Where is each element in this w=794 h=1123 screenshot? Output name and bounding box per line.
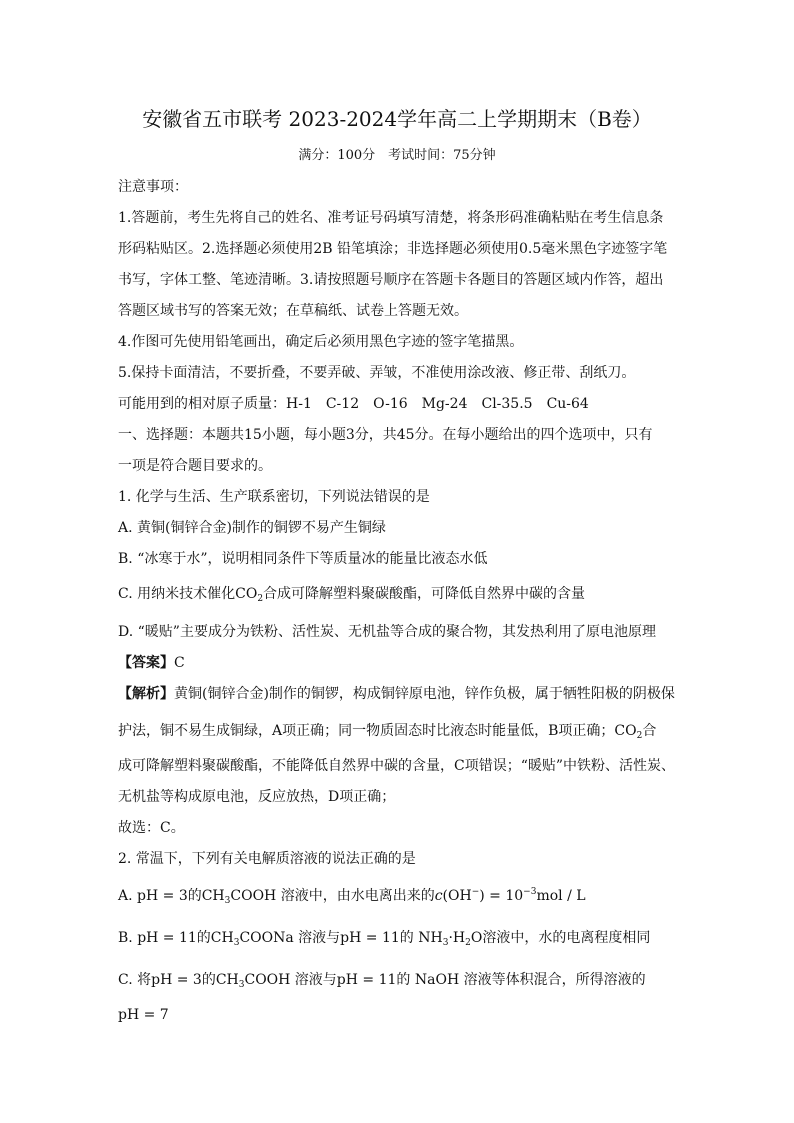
q1-option-c-text: C. 用纳米技术催化CO bbox=[118, 586, 258, 602]
subscript: 3 bbox=[238, 980, 245, 990]
q2-a-text: ) = 10 bbox=[479, 888, 524, 904]
q2-a-text: A. pH = 3的CH bbox=[118, 888, 225, 904]
q1-option-d: D. “暖贴”主要成分为铁粉、活性炭、无机盐等合成的聚合物，其发热利用了原电池原理 bbox=[118, 624, 656, 640]
q2-a-text: (OH bbox=[442, 888, 472, 904]
notes-line: 书写，字体工整、笔迹清晰。3.请按照题号顺序在答题卡各题目的答题区域内作答，超出 bbox=[118, 272, 664, 288]
superscript: − bbox=[471, 887, 480, 897]
answer-label: 【答案】 bbox=[118, 655, 174, 671]
q2-b-text: B. pH = 11的CH bbox=[118, 930, 234, 946]
subscript: 3 bbox=[233, 938, 240, 948]
q1-option-b: B. “冰寒于水”，说明相同条件下等质量冰的能量比液态水低 bbox=[118, 551, 488, 567]
q1-option-a: A. 黄铜(铜锌合金)制作的铜锣不易产生铜绿 bbox=[118, 520, 386, 536]
q1-answer bbox=[118, 654, 185, 672]
q2-c-text: C. 将pH = 3的CH bbox=[118, 972, 239, 988]
subscript: 2 bbox=[636, 731, 643, 741]
q2-b-text: O溶液中，水的电离程度相同 bbox=[470, 930, 651, 946]
q1-analysis-line: 无机盐等构成原电池，反应放热，D项正确； bbox=[118, 789, 396, 805]
q1-conclusion: 故选：C。 bbox=[118, 820, 185, 836]
answer-value: C bbox=[174, 655, 185, 671]
q2-option-c bbox=[118, 971, 646, 989]
q1-analysis-line: 成可降解塑料聚碳酸酯，不能降低自然界中碳的含量，C项错误；“暖贴”中铁粉、活性炭、 bbox=[118, 758, 676, 774]
q1-option-c bbox=[118, 585, 585, 603]
q1-analysis bbox=[118, 685, 675, 703]
math-var: c bbox=[434, 888, 443, 904]
q1-analysis-line bbox=[118, 722, 656, 740]
notes-line: 4.作图可先使用铅笔画出，确定后必须用黑色字迹的签字笔描黑。 bbox=[118, 334, 524, 350]
notes-line: 1.答题前，考生先将自己的姓名、准考证号码填写清楚，将条形码准确粘贴在考生信息条 bbox=[118, 210, 664, 226]
q2-a-text: mol / L bbox=[536, 888, 586, 904]
q2-c-text: COOH 溶液与pH = 11的 NaOH 溶液等体积混合，所得溶液的 bbox=[244, 972, 646, 988]
subscript: 3 bbox=[224, 896, 231, 906]
superscript: −3 bbox=[523, 887, 537, 897]
analysis-text: 黄铜(铜锌合金)制作的铜锣，构成铜锌原电池，锌作负极，属于牺牲阳极的阴极保 bbox=[174, 686, 675, 702]
question-1-stem: 1. 化学与生活、生产联系密切，下列说法错误的是 bbox=[118, 489, 430, 505]
notes-heading: 注意事项： bbox=[118, 179, 188, 195]
section-heading-cont: 一项是符合题目要求的。 bbox=[118, 458, 272, 474]
subscript: 3 bbox=[442, 938, 449, 948]
q2-b-text: ·H bbox=[448, 930, 466, 946]
notes-line: 5.保持卡面清洁，不要折叠，不要弄破、弄皱，不准使用涂改液、修正带、刮纸刀。 bbox=[118, 365, 636, 381]
question-2-stem: 2. 常温下，下列有关电解质溶液的说法正确的是 bbox=[118, 851, 416, 867]
notes-line: 形码粘贴区。2.选择题必须使用2B 铅笔填涂；非选择题必须使用0.5毫米黑色字迹签字笔 bbox=[118, 241, 668, 257]
q2-option-a bbox=[118, 887, 586, 905]
section-heading: 一、选择题：本题共15小题，每小题3分，共45分。在每小题给出的四个选项中，只有 bbox=[118, 427, 653, 443]
notes-line: 答题区域书写的答案无效；在草稿纸、试卷上答题无效。 bbox=[118, 303, 468, 319]
q2-option-c-cont: pH = 7 bbox=[118, 1007, 169, 1023]
q2-b-text: COONa 溶液与pH = 11的 NH bbox=[239, 930, 443, 946]
q2-a-text: COOH 溶液中，由水电离出来的 bbox=[230, 888, 435, 904]
exam-info: 满分：100分 考试时间：75分钟 bbox=[298, 148, 496, 163]
subscript: 2 bbox=[257, 594, 264, 604]
q1-option-c-text: 合成可降解塑料聚碳酸酯，可降低自然界中碳的含量 bbox=[263, 586, 586, 602]
analysis-text: 护法，铜不易生成铜绿，A项正确；同一物质固态时比液态时能量低，B项正确；CO bbox=[118, 723, 637, 739]
q2-option-b bbox=[118, 929, 650, 947]
analysis-text: 合 bbox=[642, 723, 657, 739]
atomic-mass-line: 可能用到的相对原子质量：H-1 C-12 O-16 Mg-24 Cl-35.5 Cu-64 bbox=[118, 396, 589, 412]
analysis-label: 【解析】 bbox=[118, 686, 174, 702]
subscript: 2 bbox=[465, 938, 471, 948]
page-title: 安徽省五市联考 2023-2024学年高二上学期期末（B卷） bbox=[142, 107, 652, 131]
